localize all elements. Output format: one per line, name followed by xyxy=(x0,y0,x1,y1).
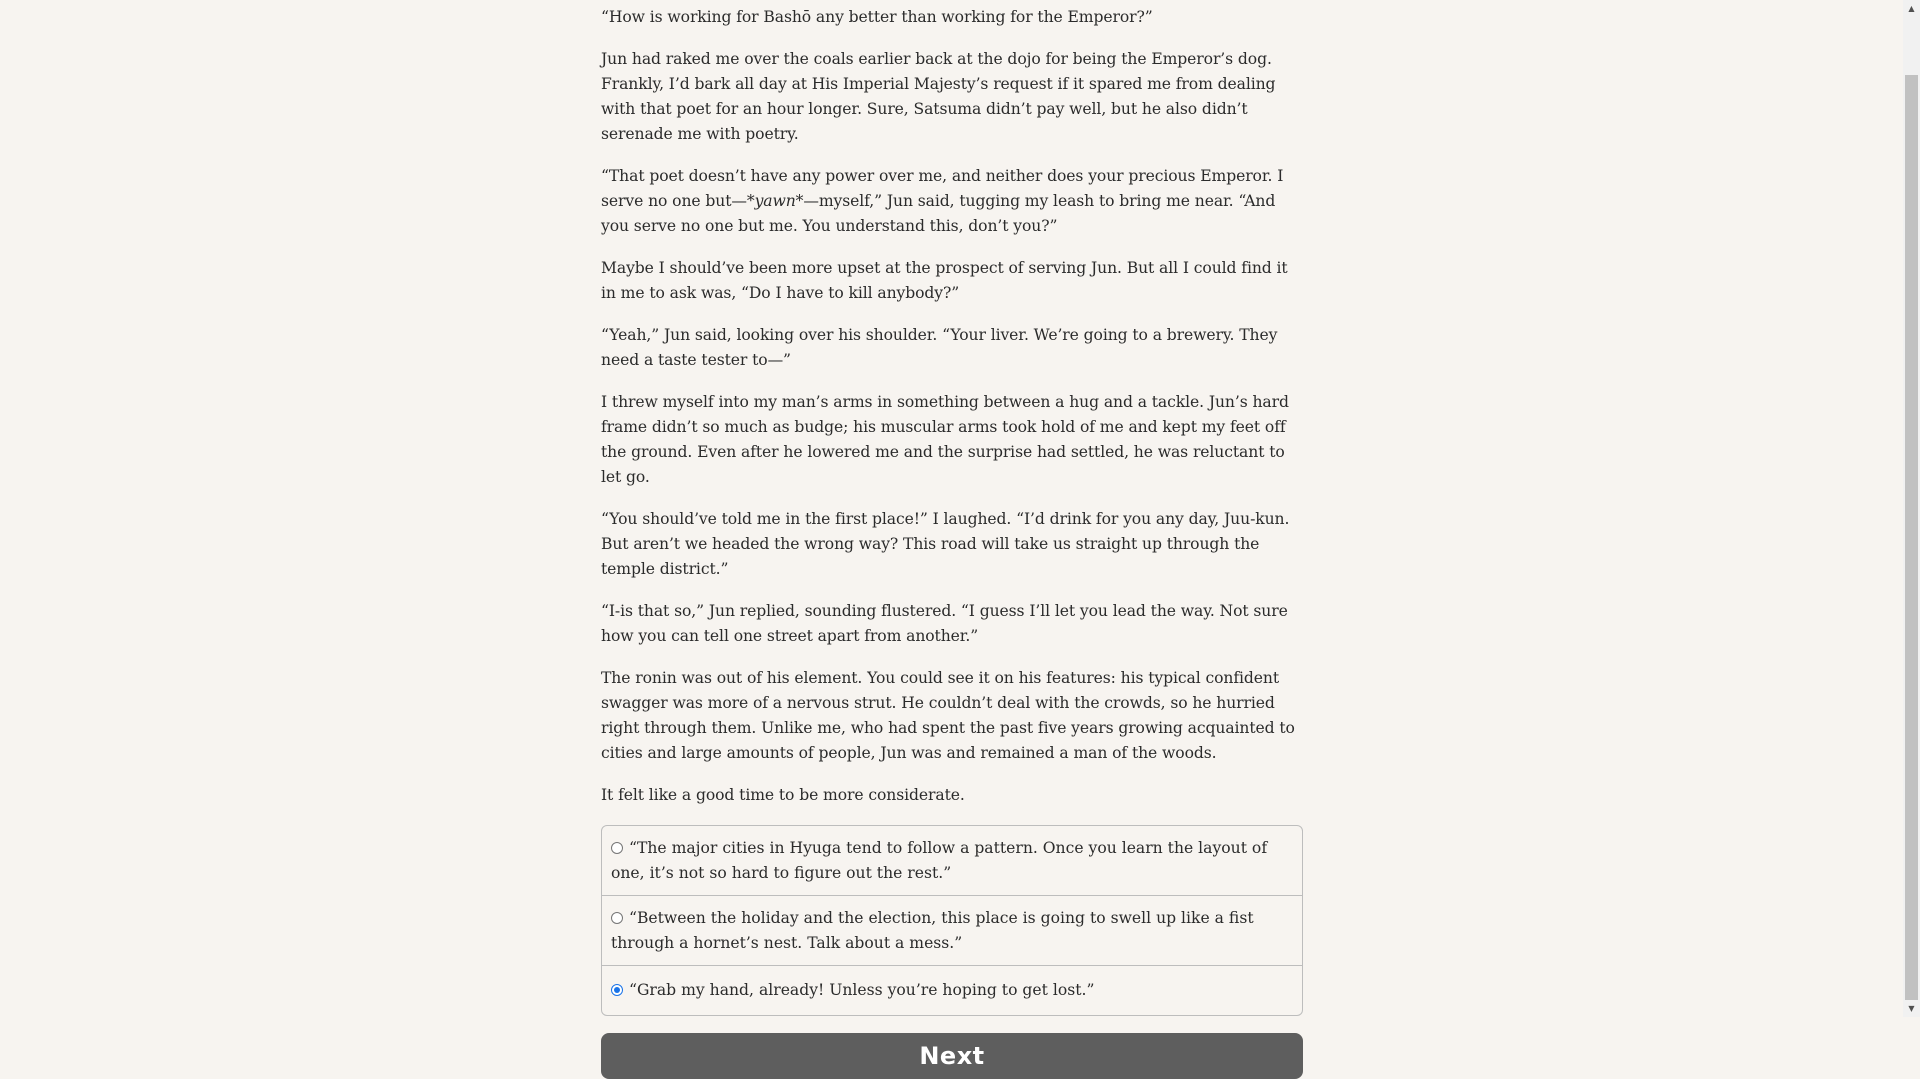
story-paragraph xyxy=(601,164,1303,239)
choice-list xyxy=(601,825,1303,1016)
next-button[interactable]: Next xyxy=(601,1033,1303,1079)
radio-button-selected[interactable] xyxy=(611,984,623,996)
story-paragraph: I threw myself into my man’s arms in something between a hug and a tackle. Jun’s hard frame didn’t so much as budge; his muscular arms took hold of me and kept my feet off the ground. Even after he lowered me and the surprise had settled, he was reluctant to let go. xyxy=(601,393,1289,486)
vertical-scrollbar[interactable] xyxy=(1903,0,1920,1017)
choice-option-3[interactable] xyxy=(602,965,1302,1015)
story-paragraph: “Yeah,” Jun said, looking over his shoulder. “Your liver. We’re going to a brewery. They need a taste tester to—” xyxy=(601,326,1278,369)
story-paragraph: Maybe I should’ve been more upset at the prospect of serving Jun. But all I could find it in me to ask was, “Do I have to kill anybody?” xyxy=(601,259,1288,302)
choice-label: “Grab my hand, already! Unless you’re hoping to get lost.” xyxy=(629,981,1095,999)
story-paragraph: Jun had raked me over the coals earlier back at the dojo for being the Emperor’s dog. Frankly, I’d bark all day at His Imperial Majesty’s request if it spared me from dealing with that poet for an hour longer. Sure, Satsuma didn’t pay well, but he also didn’t serenade me with poetry. xyxy=(601,50,1276,143)
story-paragraph: The ronin was out of his element. You could see it on his features: his typical confident swagger was more of a nervous strut. He couldn’t deal with the crowds, so he hurried right through them. Unlike me, who had spent the past five years growing acquainted to cities and large amounts of people, Jun was and remained a man of the woods. xyxy=(601,669,1295,762)
scrollbar-thumb[interactable] xyxy=(1905,75,1918,1000)
scroll-up-arrow-icon[interactable]: ▲ xyxy=(1908,4,1915,13)
radio-button[interactable] xyxy=(611,842,623,854)
choice-label: “Between the holiday and the election, this place is going to swell up like a fist through a hornet’s nest. Talk about a mess.” xyxy=(611,909,1254,952)
story-text: “That poet doesn’t have any power over me, and neither does your precious Emperor. I serve no one but— xyxy=(601,167,1284,210)
choice-label: “The major cities in Hyuga tend to follow a pattern. Once you learn the layout of one, it’s not so hard to figure out the rest.” xyxy=(611,839,1268,882)
story-paragraph: “I-is that so,” Jun replied, sounding flustered. “I guess I’ll let you lead the way. Not sure how you can tell one street apart from another.” xyxy=(601,602,1288,645)
scroll-down-arrow-icon[interactable]: ▼ xyxy=(1908,1004,1915,1013)
story-paragraph: It felt like a good time to be more considerate. xyxy=(601,786,965,804)
choice-option-2[interactable] xyxy=(602,895,1302,965)
story-paragraph: “How is working for Bashō any better than working for the Emperor?” xyxy=(601,8,1153,26)
radio-button[interactable] xyxy=(611,912,623,924)
story-page xyxy=(601,0,1303,1079)
story-emphasis: *yawn* xyxy=(746,192,804,210)
story-text: —myself,” Jun said, tugging my leash to bring me near. “And you serve no one but me. You understand this, don’t you?” xyxy=(601,192,1276,235)
story-paragraph: “You should’ve told me in the first place!” I laughed. “I’d drink for you any day, Juu-kun. But aren’t we headed the wrong way? This road will take us straight up through the temple district.” xyxy=(601,510,1290,578)
choice-option-1[interactable] xyxy=(602,826,1302,895)
